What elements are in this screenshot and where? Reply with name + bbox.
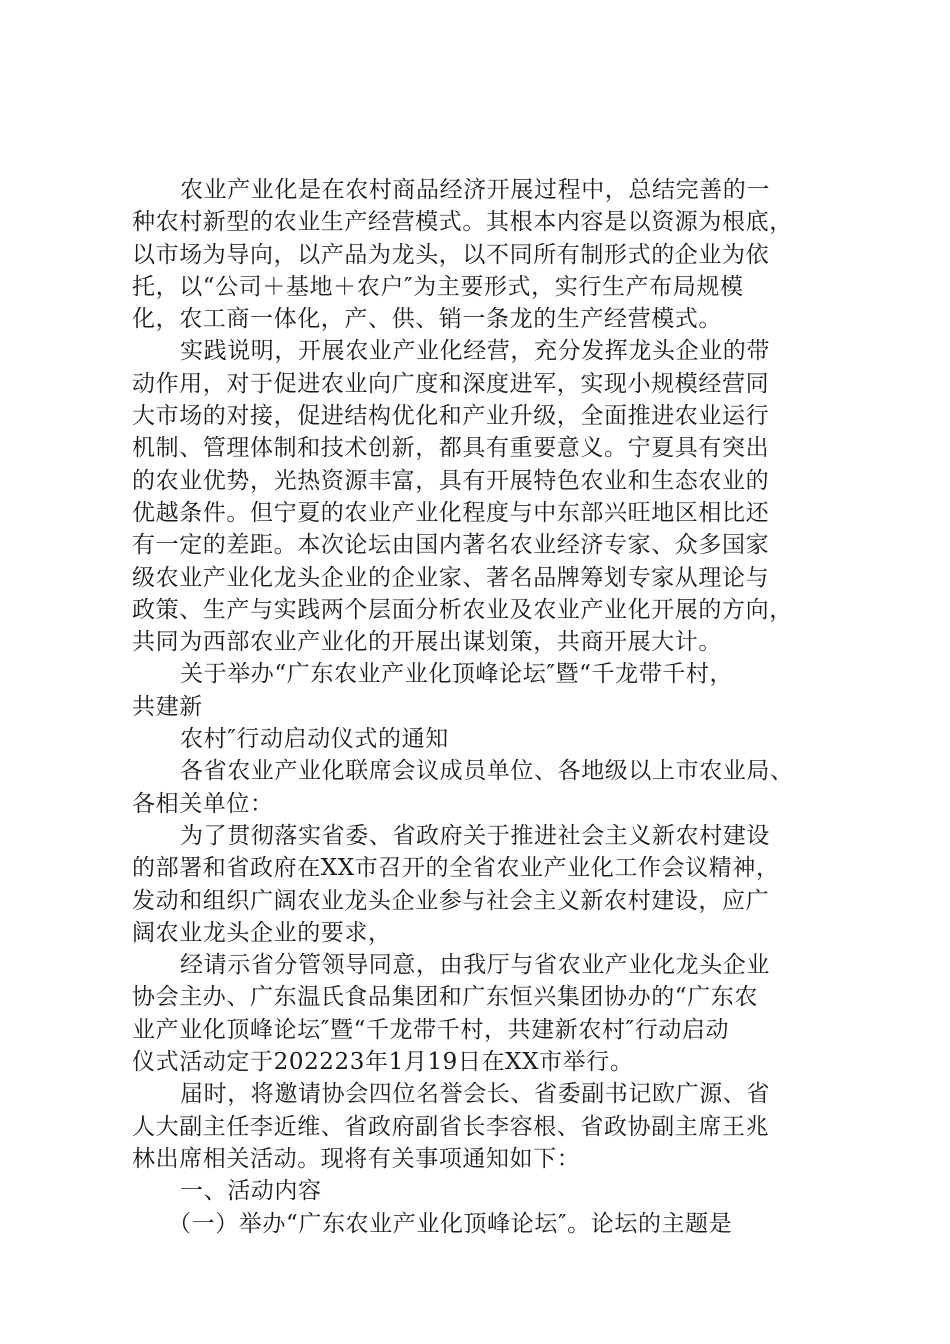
paragraph-practice-explanation bbox=[132, 335, 828, 658]
text-line: 为了贯彻落实省委、省政府关于推进社会主义新农村建设 bbox=[180, 822, 770, 849]
paragraph-arrangement bbox=[132, 949, 828, 1078]
paragraph-purpose bbox=[132, 820, 828, 949]
text-line: 有一定的差距。本次论坛由国内著名农业经济专家、众多国家 bbox=[132, 532, 770, 559]
text-line: 大市场的对接，促进结构优化和产业升级，全面推进农业运行 bbox=[132, 403, 770, 430]
paragraph-industrialization-definition bbox=[132, 174, 828, 335]
text-line: （一）举办“广东农业产业化顶峰论坛″。论坛的主题是 bbox=[168, 1210, 733, 1237]
paragraph-attendees bbox=[132, 1078, 828, 1175]
subsection-forum bbox=[132, 1208, 828, 1240]
text-line: 化，农工商一体化，产、供、销一条龙的生产经营模式。 bbox=[132, 306, 722, 333]
text-line: 届时，将邀请协会四位名誉会长、省委副书记欧广源、省 bbox=[180, 1081, 770, 1108]
text-line: 以市场为导向，以产品为龙头，以不同所有制形式的企业为依 bbox=[132, 241, 770, 268]
text-line: 阔农业龙头企业的要求， bbox=[132, 919, 392, 946]
text-line: 种农村新型的农业生产经营模式。其根本内容是以资源为根底， bbox=[132, 209, 793, 236]
text-line: 级农业产业化龙头企业的企业家、著名品牌筹划专家从理论与 bbox=[132, 564, 770, 591]
section-heading-activities bbox=[132, 1175, 828, 1207]
text-line: 一、活动内容 bbox=[180, 1178, 322, 1205]
notice-title bbox=[132, 658, 828, 723]
text-line: 仪式活动定于202223年1月19日在XX市举行。 bbox=[132, 1049, 634, 1076]
text-line: 共建新 bbox=[132, 693, 203, 720]
text-line: 人大副主任李近维、省政府副省长李容根、省政协副主席王兆 bbox=[132, 1113, 770, 1140]
text-line: 农村″行动启动仪式的通知 bbox=[180, 726, 449, 753]
text-line: 的农业优势，光热资源丰富，具有开展特色农业和生态农业的 bbox=[132, 467, 770, 494]
text-line: 经请示省分管领导同意，由我厅与省农业产业化龙头企业 bbox=[180, 952, 770, 979]
text-line: 共同为西部农业产业化的开展出谋划策，共商开展大计。 bbox=[132, 629, 722, 656]
notice-recipients bbox=[132, 755, 828, 820]
text-line: 各相关单位： bbox=[132, 790, 274, 817]
text-line: 实践说明，开展农业产业化经营，充分发挥龙头企业的带 bbox=[180, 338, 770, 365]
text-line: 发动和组织广阔农业龙头企业参与社会主义新农村建设，应广 bbox=[132, 887, 770, 914]
text-line: 机制、管理体制和技术创新，都具有重要意义。宁夏具有突出 bbox=[132, 435, 770, 462]
notice-title-continued bbox=[132, 723, 828, 755]
text-line: 业产业化顶峰论坛″暨“千龙带千村，共建新农村″行动启动 bbox=[132, 1016, 730, 1043]
document-body bbox=[132, 174, 828, 1240]
text-line: 农业产业化是在农村商品经济开展过程中，总结完善的一 bbox=[180, 177, 770, 203]
text-line: 托，以“公司＋基地＋农户″为主要形式，实行生产布局规模 bbox=[132, 273, 744, 300]
text-line: 优越条件。但宁夏的农业产业化程度与中东部兴旺地区相比还 bbox=[132, 499, 770, 526]
text-line: 政策、生产与实践两个层面分析农业及农业产业化开展的方向， bbox=[132, 596, 793, 623]
text-line: 协会主办、广东温氏食品集团和广东恒兴集团协办的“广东农 bbox=[132, 984, 758, 1011]
text-line: 各省农业产业化联席会议成员单位、各地级以上市农业局、 bbox=[180, 758, 794, 785]
text-line: 关于举办“广东农业产业化顶峰论坛″暨“千龙带千村， bbox=[180, 661, 734, 688]
text-line: 林出席相关活动。现将有关事项通知如下： bbox=[132, 1145, 581, 1172]
text-line: 动作用，对于促进农业向广度和深度进军，实现小规模经营同 bbox=[132, 370, 770, 397]
text-line: 的部署和省政府在XX市召开的全省农业产业化工作会议精神， bbox=[132, 855, 780, 882]
